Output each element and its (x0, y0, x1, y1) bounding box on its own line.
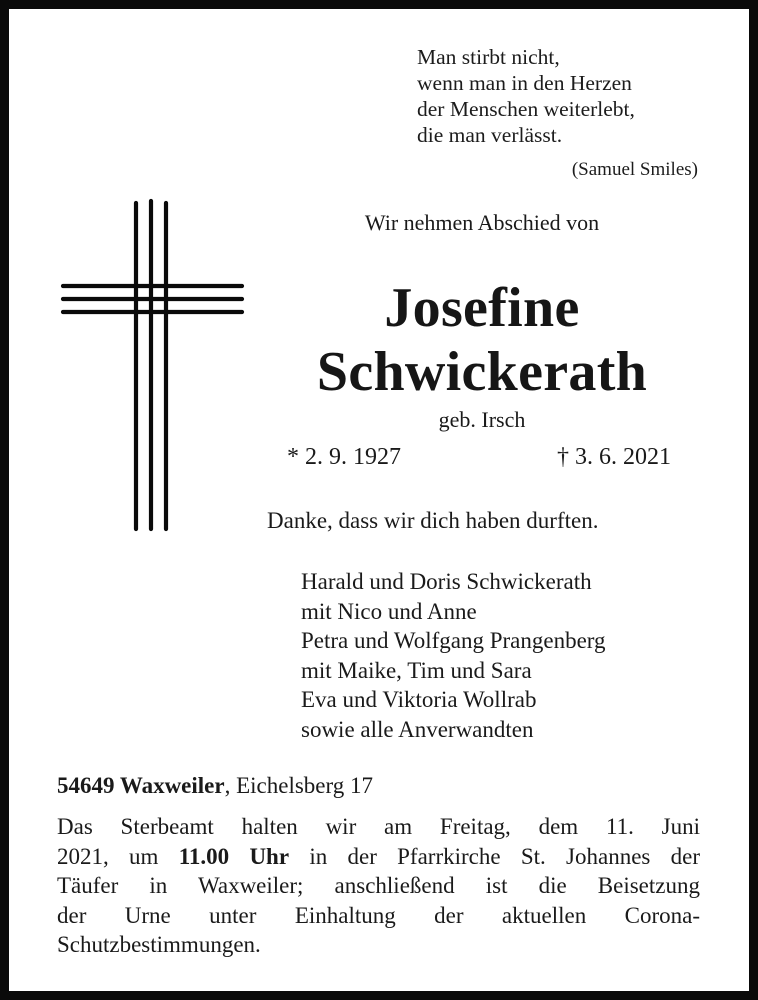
birth-date: * 2. 9. 1927 (287, 444, 401, 470)
service-text: 2021, um (57, 843, 179, 869)
service-line: Das Sterbeamt halten wir am Freitag, dem 11. Juni (57, 814, 700, 839)
service-line: Schutzbestimmungen. (57, 932, 261, 957)
quote-line: die man verlässt. (417, 123, 563, 147)
memorial-quote (417, 44, 635, 148)
quote-author: (Samuel Smiles) (571, 159, 698, 180)
maiden-name: geb. Irsch (438, 407, 526, 432)
mourner-entry: Petra und Wolfgang Prangenberg (301, 628, 606, 654)
service-time: 11.00 Uhr (178, 843, 290, 869)
farewell-intro: Wir nehmen Abschied von (364, 210, 600, 235)
family-address (57, 771, 373, 801)
deceased-last-name: Schwickerath (316, 341, 648, 403)
funeral-service-details (57, 812, 700, 960)
deceased-first-name: Josefine (384, 277, 580, 339)
thanks-line: Danke, dass wir dich haben durften. (267, 508, 599, 533)
death-date: † 3. 6. 2021 (557, 444, 671, 470)
mourner-entry: Harald und Doris Schwickerath (301, 569, 592, 594)
service-line: der Urne unter Einhaltung der aktuellen Corona- (57, 902, 700, 928)
service-line: Täufer in Waxweiler; anschließend ist die Beisetzung (57, 873, 700, 898)
quote-line: der Menschen weiterlebt, (417, 97, 635, 121)
mourner-entry: Eva und Viktoria Wollrab (301, 687, 537, 713)
service-line (57, 842, 700, 872)
mourner-entry: mit Maike, Tim und Sara (301, 657, 532, 683)
mourners-list (301, 567, 606, 745)
mourner-entry: mit Nico und Anne (301, 598, 477, 624)
quote-line: wenn man in den Herzen (417, 71, 632, 95)
triple-line-cross-icon (55, 196, 250, 536)
quote-line: Man stirbt nicht, (417, 45, 560, 69)
mourner-entry: sowie alle Anverwandten (301, 716, 534, 742)
service-text: in der Pfarrkirche St. Johannes der (289, 843, 701, 869)
address-street: , Eichelsberg 17 (224, 773, 373, 798)
address-city: 54649 Waxweiler (57, 773, 225, 798)
